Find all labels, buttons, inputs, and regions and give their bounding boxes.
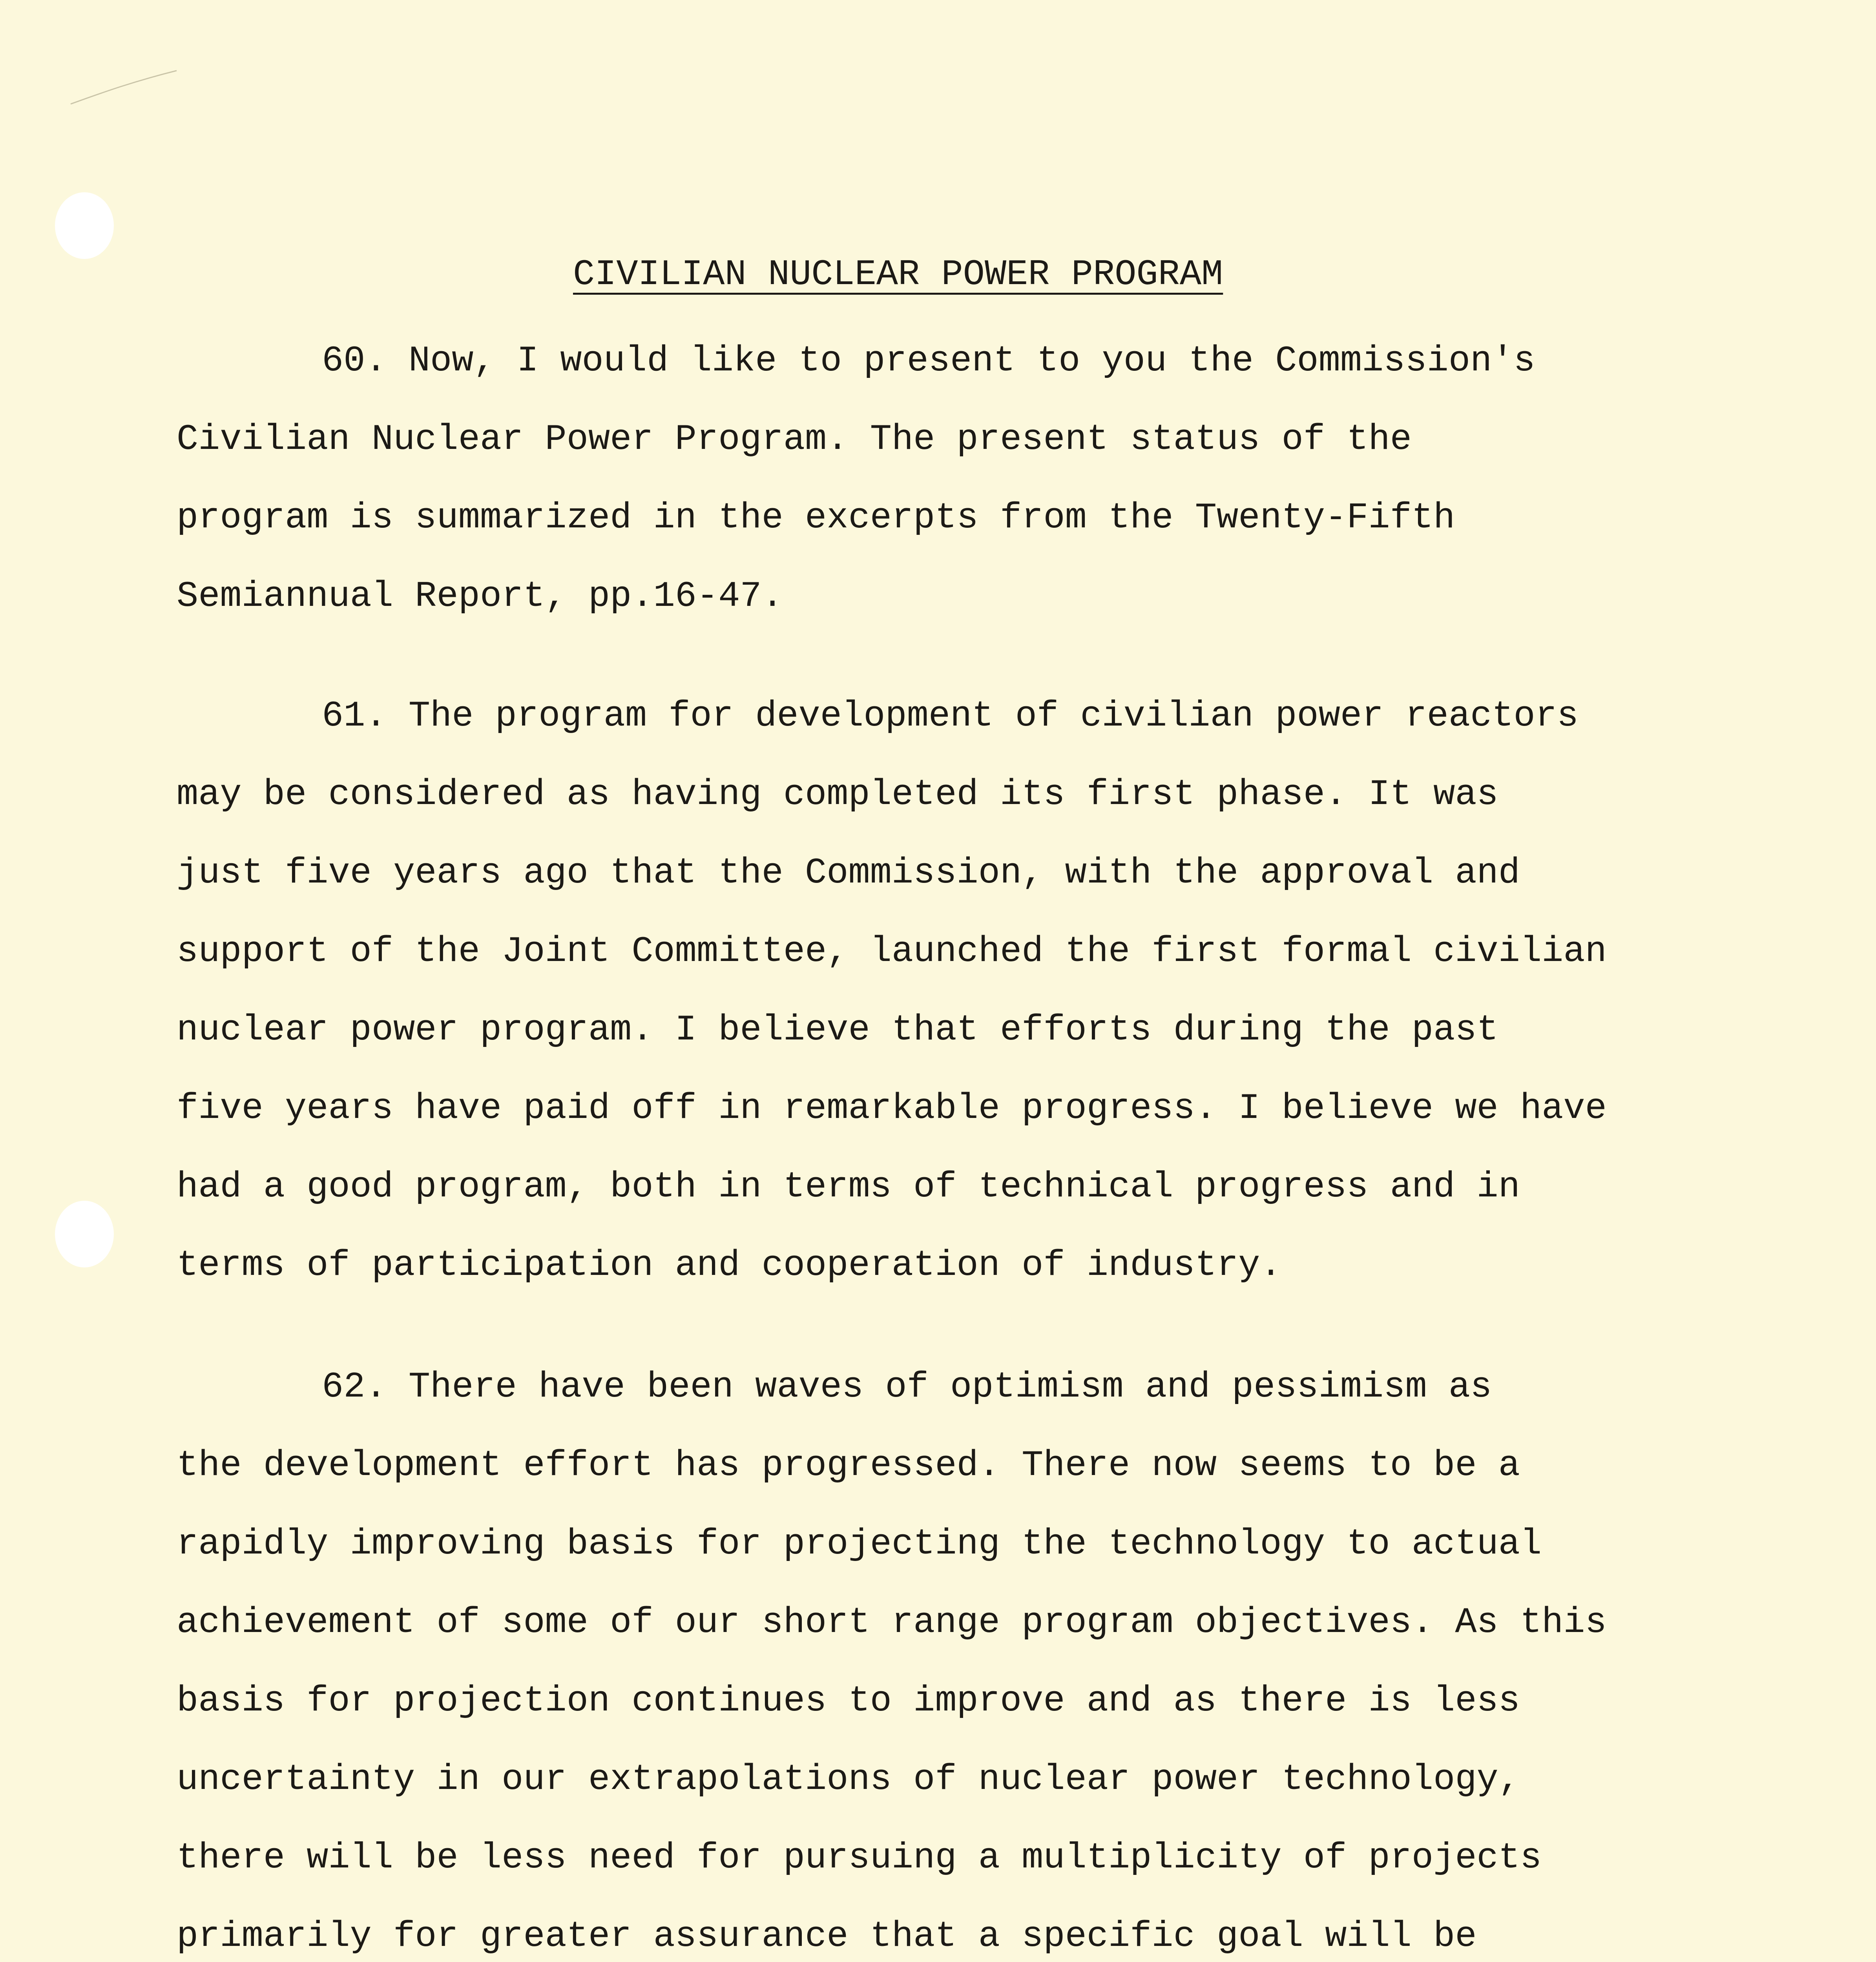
text-line: may be considered as having completed its first phase. It was [177,774,1498,815]
punch-hole-top [55,192,114,259]
text-line: just five years ago that the Commission, with the approval and [177,852,1520,893]
text-line: terms of participation and cooperation of industry. [177,1245,1282,1286]
text-line: 62. There have been waves of optimism and pessimism as [322,1366,1492,1408]
paragraph-61 [177,677,1786,1305]
punch-hole-middle [55,1201,114,1267]
text-line: 60. Now, I would like to present to you the Commission's [322,340,1535,381]
text-line: rapidly improving basis for projecting the technology to actual [177,1523,1542,1564]
text-line: Civilian Nuclear Power Program. The present status of the [177,419,1412,460]
text-line: uncertainty in our extrapolations of nuclear power technology, [177,1759,1520,1800]
paragraph-60 [177,322,1786,636]
text-line: five years have paid off in remarkable progress. I believe we have [177,1088,1607,1129]
text-line: basis for projection continues to improve and as there is less [177,1680,1520,1721]
text-line: support of the Joint Committee, launched the first formal civilian [177,931,1607,972]
stray-pencil-mark [67,67,181,110]
text-line: there will be less need for pursuing a multiplicity of projects [177,1837,1542,1878]
text-line: achievement of some of our short range program objectives. As this [177,1602,1607,1643]
text-line: had a good program, both in terms of technical progress and in [177,1166,1520,1207]
text-line: program is summarized in the excerpts from the Twenty-Fifth [177,497,1455,538]
text-line: 61. The program for development of civilian power reactors [322,695,1579,737]
text-line: primarily for greater assurance that a specific goal will be [177,1916,1477,1957]
paragraph-62 [177,1348,1786,1962]
text-line: Semiannual Report, pp.16-47. [177,576,783,617]
text-line: the development effort has progressed. There now seems to be a [177,1445,1520,1486]
document-title: CIVILIAN NUCLEAR POWER PROGRAM [573,254,1223,295]
text-line: nuclear power program. I believe that efforts during the past [177,1009,1498,1050]
